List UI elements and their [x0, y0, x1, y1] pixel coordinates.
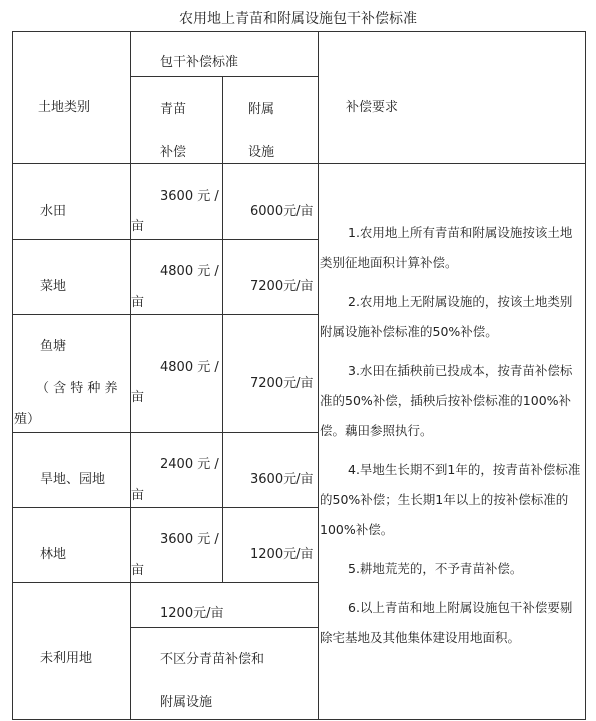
row-facility-price: 1200元/亩 [250, 547, 314, 562]
header-facility-line1: 附属 [248, 102, 275, 117]
row-facility-price: 7200元/亩 [250, 279, 314, 294]
table-right-border [585, 31, 586, 720]
table-top-border [12, 31, 586, 32]
row-divider [12, 239, 318, 240]
row-seedling-price: 3600 元 / [160, 532, 219, 547]
row-seedling-unit: 亩 [131, 563, 145, 578]
row-land-type: 菜地 [40, 279, 67, 294]
unused-divider [130, 627, 318, 628]
header-facility-line2: 设施 [248, 145, 275, 160]
row-seedling-unit: 亩 [131, 390, 145, 405]
requirement-item: 3.水田在插秧前已投成本，按青苗补偿标准的50%补偿，插秧后按补偿标准的100%补偿。藕田参照执行。 [320, 363, 573, 438]
column-divider [222, 76, 223, 583]
row-seedling-price: 2400 元 / [160, 457, 219, 472]
row-facility-price: 3600元/亩 [250, 472, 314, 487]
unused-land-price: 1200元/亩 [160, 606, 224, 621]
row-divider [12, 314, 318, 315]
row-land-type: 旱地、园地 [40, 472, 106, 487]
row-seedling-price: 3600 元 / [160, 189, 219, 204]
row-divider [12, 163, 586, 164]
requirement-item: 6.以上青苗和地上附属设施包干补偿要剔除宅基地及其他集体建设用地面积。 [320, 600, 573, 645]
document-title: 农用地上青苗和附属设施包干补偿标准 [179, 11, 417, 27]
column-divider [130, 31, 131, 720]
header-requirements: 补偿要求 [346, 100, 399, 115]
header-seedling-line2: 补偿 [160, 145, 187, 160]
requirement-item: 2.农用地上无附属设施的，按该土地类别附属设施补偿标准的50%补偿。 [320, 294, 573, 339]
row-facility-price: 6000元/亩 [250, 204, 314, 219]
unused-land-type: 未利用地 [40, 651, 93, 666]
table-left-border [12, 31, 13, 720]
row-seedling-unit: 亩 [131, 488, 145, 503]
row-land-type: 林地 [40, 547, 67, 562]
row-seedling-price: 4800 元 / [160, 264, 219, 279]
row-divider [12, 432, 318, 433]
row-seedling-unit: 亩 [131, 219, 145, 234]
requirement-item: 5.耕地荒芜的，不予青苗补偿。 [348, 561, 523, 576]
unused-land-note-line1: 不区分青苗补偿和 [160, 652, 265, 667]
row-divider [12, 507, 318, 508]
unused-land-note-line2: 附属设施 [160, 695, 213, 710]
row-seedling-price: 4800 元 / [160, 360, 219, 375]
requirement-item: 1.农用地上所有青苗和附属设施按该土地类别征地面积计算补偿。 [320, 225, 573, 270]
header-seedling-line1: 青苗 [160, 102, 187, 117]
row-land-type: 水田 [40, 204, 67, 219]
header-divider [130, 76, 318, 77]
row-facility-price: 7200元/亩 [250, 376, 314, 391]
row-land-type-note: （ 含 特 种 养 [36, 381, 118, 396]
header-land-type: 土地类别 [38, 100, 91, 115]
row-seedling-unit: 亩 [131, 295, 145, 310]
requirement-item: 4.旱地生长期不到1年的，按青苗补偿标准的50%补偿；生长期1年以上的按补偿标准的100%补偿。 [320, 462, 581, 537]
requirements-text [320, 218, 582, 662]
column-divider [318, 31, 319, 720]
row-divider [12, 582, 318, 583]
row-land-type-note: 殖） [14, 412, 41, 427]
table-bottom-border [12, 719, 586, 720]
header-package-standard: 包干补偿标准 [160, 55, 239, 70]
row-land-type: 鱼塘 [40, 339, 67, 354]
